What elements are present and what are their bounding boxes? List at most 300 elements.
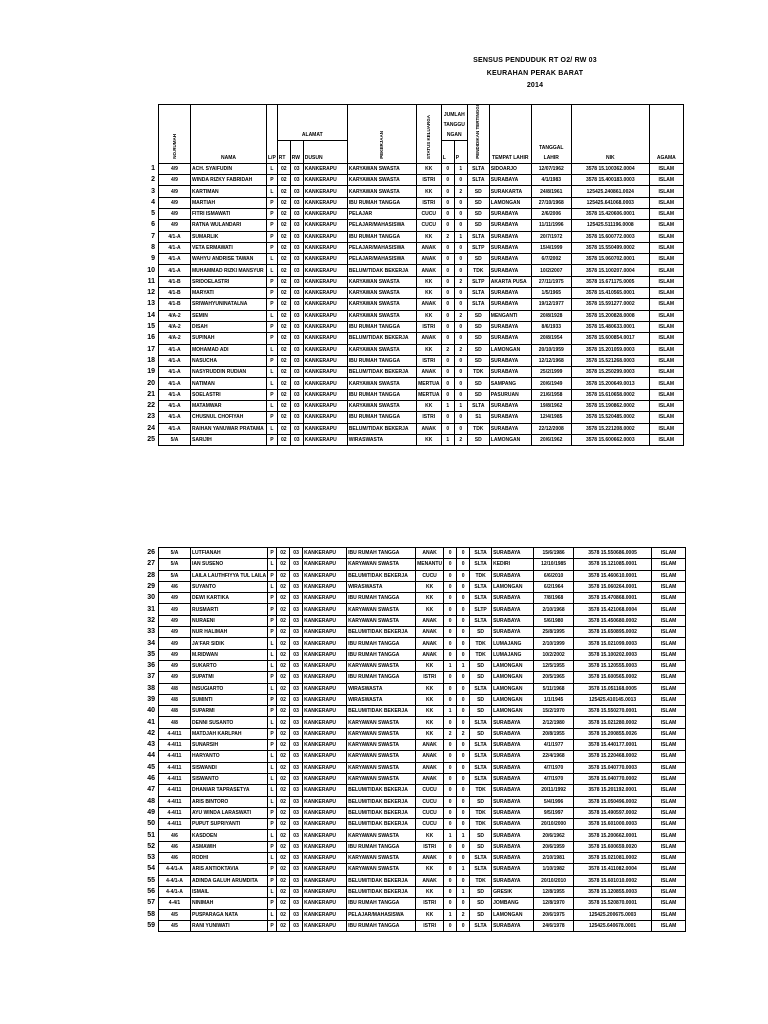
no-rumah-cell: 4-4/11 (159, 728, 191, 739)
nama-cell: NINIMAH (191, 898, 268, 909)
jumlah-l-cell: 0 (444, 694, 457, 705)
agama-cell: ISLAM (652, 683, 686, 694)
pendidikan-cell: TDK (470, 570, 492, 581)
jenis-kelamin-cell: L (268, 853, 277, 864)
pekerjaan-cell: BELUM/TIDAK BEKERJA (347, 367, 416, 378)
jumlah-l-cell: 0 (441, 389, 454, 400)
pekerjaan-cell: BELUM/TIDAK BEKERJA (347, 706, 416, 717)
pendidikan-cell: SD (467, 197, 489, 208)
row-number-cell: 3 (151, 187, 155, 195)
row-number-cell: 41 (147, 718, 155, 726)
row-number-cell: 28 (147, 571, 155, 579)
table-row (145, 548, 686, 559)
nik-cell: 3578 15.450680.0002 (574, 615, 652, 626)
status-keluarga-cell: ISTRI (416, 412, 441, 423)
rw-cell: 03 (290, 853, 303, 864)
jumlah-l-cell: 0 (441, 254, 454, 265)
no-rumah-cell: 4-4/1-A (159, 864, 191, 875)
no-rumah-cell: 4/1-A (159, 389, 191, 400)
nama-cell: RODHI (191, 853, 268, 864)
no-rumah-cell: 4/9 (159, 186, 191, 197)
row-number-cell: 54 (147, 865, 155, 873)
pekerjaan-cell: PELAJAR/MAHASISWA (347, 220, 416, 231)
dusun-cell: KANKERAPU (303, 841, 347, 852)
table-row (145, 909, 686, 920)
nama-cell: DENNI SUSANTO (191, 717, 268, 728)
status-keluarga-cell: ANAK (416, 751, 444, 762)
jenis-kelamin-cell: L (268, 762, 277, 773)
dusun-cell: KANKERAPU (303, 254, 347, 265)
col-tanggal: TANGGAL LAHIR (531, 105, 571, 164)
agama-cell: ISLAM (652, 841, 686, 852)
jumlah-l-cell: 0 (444, 886, 457, 897)
tanggal-lahir-cell: 12/12/1968 (531, 355, 571, 366)
nama-cell: ARIS BINTORO (191, 796, 268, 807)
jenis-kelamin-cell: P (267, 389, 278, 400)
tanggal-lahir-cell: 20/6/1975 (534, 909, 574, 920)
jumlah-l-cell: 0 (444, 807, 457, 818)
jenis-kelamin-cell: P (268, 548, 277, 559)
pekerjaan-cell: BELUM/TIDAK BEKERJA (347, 886, 416, 897)
nik-cell: 3578 15.490597.0002 (574, 807, 652, 818)
nama-cell: KARTIMAN (191, 186, 267, 197)
nama-cell: NATIMAN (191, 378, 267, 389)
table-row (145, 853, 686, 864)
jumlah-l-cell: 0 (441, 276, 454, 287)
col-dusun: DUSUN (303, 140, 347, 163)
tanggal-lahir-cell: 20/5/1965 (534, 672, 574, 683)
pekerjaan-cell: KARYAWAN SWASTA (347, 762, 416, 773)
nama-cell: RANI YUNIWATI (191, 920, 268, 931)
status-keluarga-cell: KK (416, 581, 444, 592)
row-number-cell: 30 (147, 594, 155, 602)
jenis-kelamin-cell: P (267, 321, 278, 332)
rt-cell: 02 (277, 231, 290, 242)
jumlah-l-cell: 0 (441, 265, 454, 276)
rt-cell: 02 (277, 886, 290, 897)
status-keluarga-cell: ISTRI (416, 841, 444, 852)
pekerjaan-cell: IBU RUMAH TANGGA (347, 412, 416, 423)
nama-cell: NUR HALIMAH (191, 627, 268, 638)
agama-cell: ISLAM (649, 276, 683, 287)
col-agama: AGAMA (649, 105, 683, 164)
no-rumah-cell: 4/1-A (159, 378, 191, 389)
tanggal-lahir-cell: 10/2/2002 (534, 649, 574, 660)
jenis-kelamin-cell: P (268, 706, 277, 717)
no-rumah-cell: 5/A (159, 434, 191, 445)
rt-cell: 02 (277, 208, 290, 219)
jumlah-l-cell: 0 (444, 841, 457, 852)
rt-cell: 02 (277, 242, 290, 253)
pendidikan-cell: SD (467, 321, 489, 332)
status-keluarga-cell: CUCU (416, 807, 444, 818)
nik-cell: 3578 15.060702.0001 (571, 254, 649, 265)
rw-cell: 03 (290, 220, 303, 231)
rt-cell: 02 (277, 367, 290, 378)
rw-cell: 03 (290, 175, 303, 186)
pendidikan-cell: SD (470, 886, 492, 897)
col-rw: RW (290, 140, 303, 163)
status-keluarga-cell: KK (416, 288, 441, 299)
rt-cell: 02 (277, 378, 290, 389)
jumlah-p-cell: 0 (457, 785, 470, 796)
nama-cell: M.RIDWAN (191, 649, 268, 660)
table-row (145, 299, 683, 310)
nama-cell: KASDOEN (191, 830, 268, 841)
table-row (145, 389, 683, 400)
nama-cell: SUPATMI (191, 672, 268, 683)
jumlah-l-cell: 0 (444, 548, 457, 559)
table-row (145, 773, 686, 784)
pendidikan-cell: SLTA (470, 740, 492, 751)
nama-cell: SUYANTO (191, 581, 268, 592)
table-row (145, 920, 686, 931)
rw-cell: 03 (290, 875, 303, 886)
tempat-lahir-cell: SURABAYA (492, 728, 534, 739)
status-keluarga-cell: KK (416, 683, 444, 694)
tanggal-lahir-cell: 6/6/2010 (534, 570, 574, 581)
tanggal-lahir-cell: 12/4/1985 (531, 412, 571, 423)
agama-cell: ISLAM (649, 208, 683, 219)
pendidikan-cell: SLTA (470, 773, 492, 784)
agama-cell: ISLAM (649, 197, 683, 208)
no-rumah-cell: 4/9 (159, 638, 191, 649)
jumlah-l-cell: 0 (444, 785, 457, 796)
col-l: L (441, 140, 454, 163)
status-keluarga-cell: KK (416, 706, 444, 717)
jenis-kelamin-cell: L (268, 830, 277, 841)
agama-cell: ISLAM (649, 310, 683, 321)
jenis-kelamin-cell: P (268, 694, 277, 705)
nik-cell: 3578 15.221208.0002 (571, 423, 649, 434)
table-row (145, 864, 686, 875)
no-rumah-cell: 4/9 (159, 175, 191, 186)
nik-cell: 3578 15.480633.0001 (571, 321, 649, 332)
tanggal-lahir-cell: 24/8/1961 (531, 186, 571, 197)
rt-cell: 02 (277, 660, 290, 671)
row-number-cell: 11 (147, 277, 155, 285)
jenis-kelamin-cell: L (268, 683, 277, 694)
jumlah-l-cell: 0 (441, 321, 454, 332)
table-row (145, 796, 686, 807)
jumlah-l-cell: 0 (441, 288, 454, 299)
dusun-cell: KANKERAPU (303, 570, 347, 581)
jumlah-p-cell: 0 (457, 604, 470, 615)
jumlah-l-cell: 1 (441, 434, 454, 445)
nik-cell: 3578 15.100202.0003 (574, 649, 652, 660)
dusun-cell: KANKERAPU (303, 920, 347, 931)
pekerjaan-cell: KARYAWAN SWASTA (347, 175, 416, 186)
no-rumah-cell: 4/1-A (159, 242, 191, 253)
pekerjaan-cell: KARYAWAN SWASTA (347, 660, 416, 671)
status-keluarga-cell: MENANTU (416, 559, 444, 570)
row-number-cell: 5 (151, 210, 155, 218)
rt-cell: 02 (277, 310, 290, 321)
table-row (145, 649, 686, 660)
pekerjaan-cell: KARYAWAN SWASTA (347, 853, 416, 864)
jumlah-l-cell: 0 (444, 717, 457, 728)
agama-cell: ISLAM (652, 920, 686, 931)
jumlah-p-cell: 0 (457, 706, 470, 717)
pendidikan-cell: SLTA (467, 288, 489, 299)
table-row (145, 694, 686, 705)
rt-cell: 02 (277, 728, 290, 739)
pekerjaan-cell: IBU RUMAH TANGGA (347, 548, 416, 559)
table-row (145, 423, 683, 434)
nama-cell: RUSMARTI (191, 604, 268, 615)
tempat-lahir-cell: SURABAYA (492, 604, 534, 615)
jenis-kelamin-cell: L (268, 581, 277, 592)
jumlah-l-cell: 0 (444, 615, 457, 626)
rt-cell: 02 (277, 197, 290, 208)
jenis-kelamin-cell: P (267, 355, 278, 366)
dusun-cell: KANKERAPU (303, 694, 347, 705)
jenis-kelamin-cell: P (268, 672, 277, 683)
nik-cell: 3578 15.421068.0004 (574, 604, 652, 615)
table-row (145, 367, 683, 378)
nik-cell: 3578 15.460610.0001 (574, 570, 652, 581)
pendidikan-cell: SD (470, 694, 492, 705)
col-jumlah: JUMLAH TANGGU NGAN (441, 105, 467, 141)
tanggal-lahir-cell: 12/8/1955 (534, 886, 574, 897)
agama-cell: ISLAM (652, 796, 686, 807)
pendidikan-cell: SD (467, 355, 489, 366)
table-row (145, 231, 683, 242)
rt-cell: 02 (277, 254, 290, 265)
col-nama: NAMA (191, 105, 267, 164)
dusun-cell: KANKERAPU (303, 751, 347, 762)
rt-cell: 02 (277, 321, 290, 332)
tempat-lahir-cell: SURABAYA (492, 615, 534, 626)
rt-cell: 02 (277, 570, 290, 581)
table-row (145, 627, 686, 638)
pendidikan-cell: SLTA (467, 299, 489, 310)
pekerjaan-cell: KARYAWAN SWASTA (347, 615, 416, 626)
nik-cell: 3578 15.201059.0003 (571, 344, 649, 355)
col-pendidikan: PENDIDIKAN TERTINGGI (467, 105, 489, 164)
tempat-lahir-cell: LUMAJANG (492, 638, 534, 649)
col-rt: RT (277, 140, 290, 163)
jumlah-p-cell: 0 (457, 819, 470, 830)
jumlah-p-cell: 2 (454, 434, 467, 445)
nama-cell: SUNARSIH (191, 740, 268, 751)
tanggal-lahir-cell: 5/6/1980 (534, 615, 574, 626)
tempat-lahir-cell: GRESIK (492, 886, 534, 897)
pekerjaan-cell: KARYAWAN SWASTA (347, 717, 416, 728)
jumlah-p-cell: 0 (457, 875, 470, 886)
jenis-kelamin-cell: L (268, 559, 277, 570)
census-year: 2014 (526, 82, 544, 89)
nik-cell: 3578 15.200855.0026 (574, 728, 652, 739)
no-rumah-cell: 4/8 (159, 683, 191, 694)
table-row (145, 333, 683, 344)
rw-cell: 03 (290, 254, 303, 265)
agama-cell: ISLAM (649, 321, 683, 332)
jenis-kelamin-cell: P (268, 841, 277, 852)
no-rumah-cell: 4-4/11 (159, 740, 191, 751)
pekerjaan-cell: IBU RUMAH TANGGA (347, 672, 416, 683)
pekerjaan-cell: KARYAWAN SWASTA (347, 559, 416, 570)
agama-cell: ISLAM (649, 265, 683, 276)
jumlah-l-cell: 0 (444, 581, 457, 592)
jumlah-l-cell: 2 (441, 231, 454, 242)
status-keluarga-cell: KK (416, 694, 444, 705)
jumlah-l-cell: 0 (444, 898, 457, 909)
rt-cell: 02 (277, 717, 290, 728)
nik-cell: 125425.200675.0003 (574, 909, 652, 920)
table-row (145, 841, 686, 852)
jumlah-l-cell: 0 (444, 773, 457, 784)
pekerjaan-cell: KARYAWAN SWASTA (347, 864, 416, 875)
nik-cell: 3578 15.521268.0003 (571, 355, 649, 366)
tanggal-lahir-cell: 12/8/1970 (534, 898, 574, 909)
row-number-cell: 19 (147, 368, 155, 376)
nik-cell: 3578 15.040770.0002 (574, 773, 652, 784)
agama-cell: ISLAM (652, 717, 686, 728)
tempat-lahir-cell: SURABAYA (492, 864, 534, 875)
pekerjaan-cell: IBU RUMAH TANGGA (347, 231, 416, 242)
jumlah-l-cell: 0 (444, 672, 457, 683)
table-row (145, 672, 686, 683)
pekerjaan-cell: IBU RUMAH TANGGA (347, 649, 416, 660)
status-keluarga-cell: ANAK (416, 740, 444, 751)
jenis-kelamin-cell: P (267, 276, 278, 287)
jumlah-p-cell: 0 (457, 796, 470, 807)
nama-cell: ASMAWIH (191, 841, 268, 852)
jenis-kelamin-cell: P (267, 412, 278, 423)
jenis-kelamin-cell: P (268, 604, 277, 615)
status-keluarga-cell: KK (416, 186, 441, 197)
rw-cell: 03 (290, 649, 303, 660)
pekerjaan-cell: BELUM/TIDAK BEKERJA (347, 570, 416, 581)
no-rumah-cell: 4/1-A (159, 344, 191, 355)
tanggal-lahir-cell: 4/1/1983 (531, 175, 571, 186)
col-status: STATUS KELUARGA (416, 105, 441, 164)
agama-cell: ISLAM (652, 672, 686, 683)
table-row (145, 175, 683, 186)
no-rumah-cell: 4/1-B (159, 299, 191, 310)
row-number-cell: 51 (147, 831, 155, 839)
nama-cell: PUSPARAGA NATA (191, 909, 268, 920)
rt-cell: 02 (277, 672, 290, 683)
pendidikan-cell: SD (470, 627, 492, 638)
jumlah-l-cell: 0 (444, 864, 457, 875)
dusun-cell: KANKERAPU (303, 785, 347, 796)
pekerjaan-cell: KARYAWAN SWASTA (347, 163, 416, 174)
no-rumah-cell: 4-4/11 (159, 819, 191, 830)
agama-cell: ISLAM (649, 175, 683, 186)
nama-cell: SISWANTO (191, 773, 268, 784)
no-rumah-cell: 4-4/11 (159, 796, 191, 807)
row-number-cell: 1 (151, 164, 155, 172)
no-rumah-cell: 5/A (159, 548, 191, 559)
dusun-cell: KANKERAPU (303, 886, 347, 897)
rw-cell: 03 (290, 593, 303, 604)
table-row (145, 344, 683, 355)
tempat-lahir-cell: SIDOARJO (489, 163, 531, 174)
jumlah-l-cell: 0 (444, 627, 457, 638)
jumlah-p-cell: 0 (454, 197, 467, 208)
nik-cell: 3578 15.601010.0002 (574, 875, 652, 886)
tanggal-lahir-cell: 7/8/1968 (534, 593, 574, 604)
table-row (145, 830, 686, 841)
dusun-cell: KANKERAPU (303, 548, 347, 559)
table-row (145, 197, 683, 208)
rt-cell: 02 (277, 773, 290, 784)
row-number-cell: 24 (147, 424, 155, 432)
pekerjaan-cell: KARYAWAN SWASTA (347, 310, 416, 321)
pekerjaan-cell: IBU RUMAH TANGGA (347, 898, 416, 909)
rw-cell: 03 (290, 276, 303, 287)
pendidikan-cell: SD (470, 706, 492, 717)
tempat-lahir-cell: PASURUAN (489, 389, 531, 400)
jenis-kelamin-cell: L (268, 886, 277, 897)
rt-cell: 02 (277, 853, 290, 864)
nama-cell: SISWANDI (191, 762, 268, 773)
tanggal-lahir-cell: 11/11/1996 (531, 220, 571, 231)
rt-cell: 02 (277, 785, 290, 796)
agama-cell: ISLAM (652, 875, 686, 886)
row-number-cell: 49 (147, 808, 155, 816)
census-title: SENSUS PENDUDUK RT O2/ RW 03 (473, 57, 597, 64)
pendidikan-cell: SD (470, 898, 492, 909)
no-rumah-cell: 4-4/1-A (159, 875, 191, 886)
no-rumah-cell: 4/1-B (159, 276, 191, 287)
jumlah-l-cell: 1 (444, 706, 457, 717)
dusun-cell: KANKERAPU (303, 717, 347, 728)
tempat-lahir-cell: SURABAYA (489, 208, 531, 219)
pendidikan-cell: TDK (470, 649, 492, 660)
rw-cell: 03 (290, 627, 303, 638)
dusun-cell: KANKERAPU (303, 288, 347, 299)
row-number-cell: 2 (151, 176, 155, 184)
rw-cell: 03 (290, 694, 303, 705)
status-keluarga-cell: ISTRI (416, 175, 441, 186)
jumlah-p-cell: 0 (454, 175, 467, 186)
tempat-lahir-cell: SURABAYA (489, 401, 531, 412)
row-number-cell: 7 (151, 232, 155, 240)
no-rumah-cell: 4/1-A (159, 367, 191, 378)
jumlah-p-cell: 1 (457, 660, 470, 671)
status-keluarga-cell: KK (416, 660, 444, 671)
agama-cell: ISLAM (649, 412, 683, 423)
nik-cell: 3578 15.021099.0003 (574, 638, 652, 649)
pekerjaan-cell: BELUM/TIDAK BEKERJA (347, 819, 416, 830)
pendidikan-cell: SD (467, 344, 489, 355)
nik-cell: 3578 15.050496.0002 (574, 796, 652, 807)
pendidikan-cell: TDK (470, 807, 492, 818)
rt-cell: 02 (277, 389, 290, 400)
tanggal-lahir-cell: 20/6/1959 (534, 841, 574, 852)
no-rumah-cell: 4-4/11 (159, 807, 191, 818)
dusun-cell: KANKERAPU (303, 321, 347, 332)
table-row (145, 355, 683, 366)
agama-cell: ISLAM (652, 751, 686, 762)
dusun-cell: KANKERAPU (303, 434, 347, 445)
pekerjaan-cell: WIRASWASTA (347, 581, 416, 592)
rw-cell: 03 (290, 717, 303, 728)
table-row (145, 401, 683, 412)
dusun-cell: KANKERAPU (303, 649, 347, 660)
dusun-cell: KANKERAPU (303, 604, 347, 615)
tempat-lahir-cell: SURABAYA (489, 333, 531, 344)
tempat-lahir-cell: LAMONGAN (492, 672, 534, 683)
dusun-cell: KANKERAPU (303, 853, 347, 864)
jumlah-p-cell: 0 (457, 694, 470, 705)
agama-cell: ISLAM (652, 548, 686, 559)
jumlah-l-cell: 0 (444, 920, 457, 931)
row-number-cell: 45 (147, 763, 155, 771)
